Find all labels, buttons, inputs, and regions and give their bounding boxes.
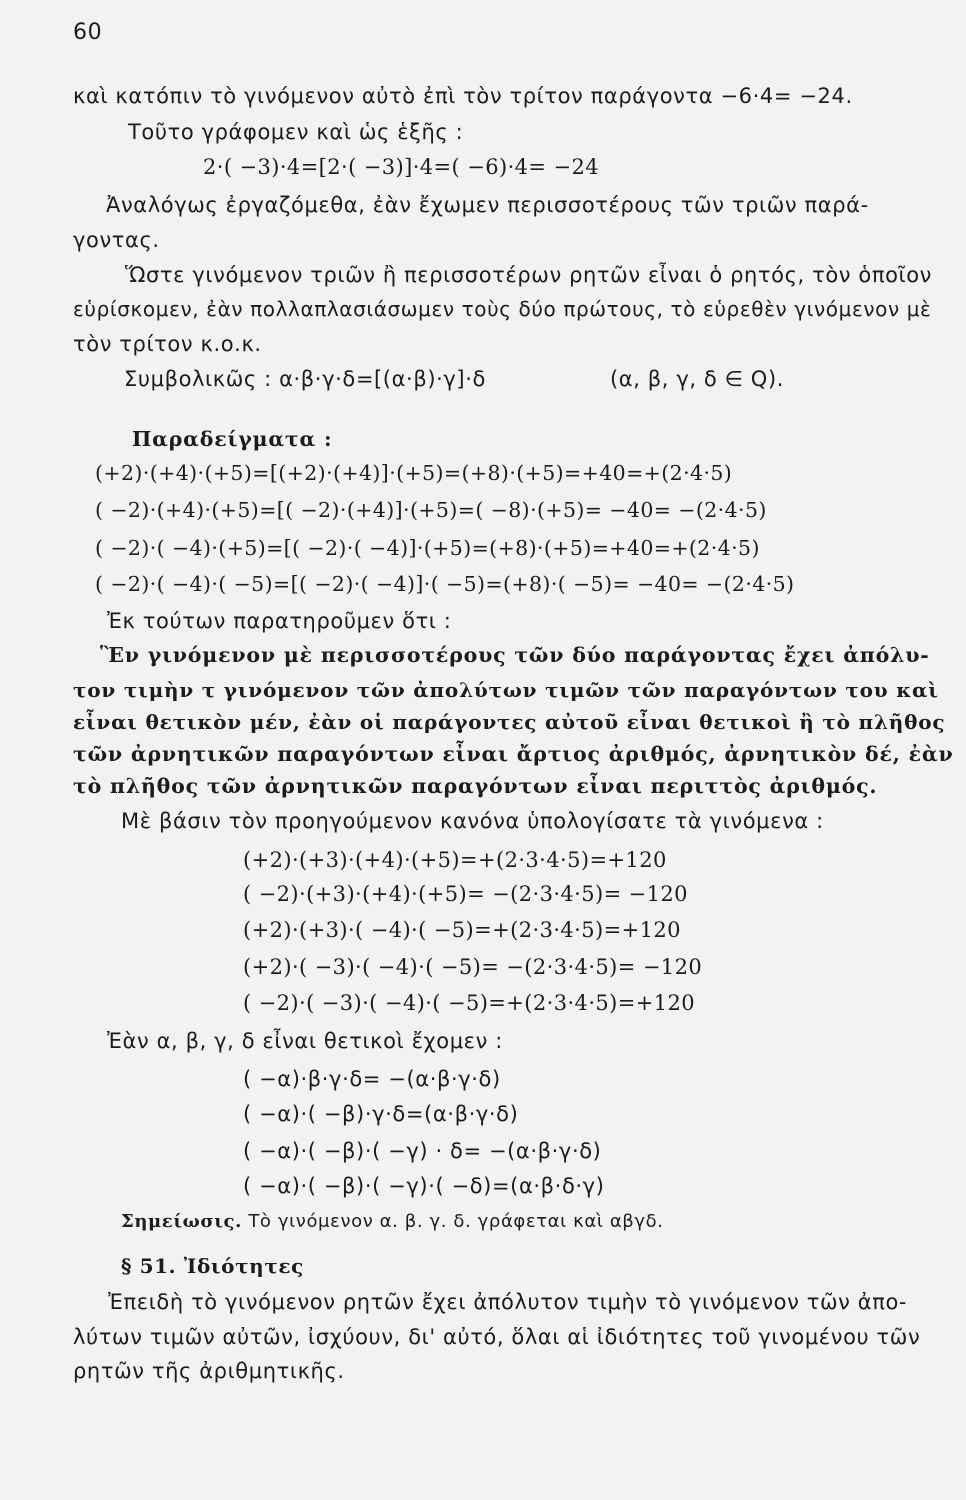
text-line: Τοῦτο γράφομεν καὶ ὡς ἑξῆς : — [128, 120, 464, 144]
note-label: Σημείωσις. — [121, 1211, 242, 1232]
page-number: 60 — [73, 20, 103, 45]
example-line: ( −2)·(+4)·(+5)=[( −2)·(+4)]·(+5)=( −8)·(+5)= −40= −(2·4·5) — [95, 498, 767, 522]
text-line: Ἀναλόγως ἐργαζόμεθα, ἐὰν ἔχωμεν περισσοτέρους τῶν τριῶν παρά- — [106, 193, 869, 217]
note — [121, 1207, 664, 1237]
section-title: Ἰδιότητες — [176, 1254, 304, 1278]
text-line: λύτων τιμῶν αὐτῶν, ἰσχύουν, δι' αὐτό, ὅλαι αἱ ἰδιότητες τοῦ γινομένου τῶν — [73, 1325, 921, 1349]
computed-product: ( −2)·(+3)·(+4)·(+5)= −(2·3·4·5)= −120 — [243, 882, 688, 906]
rule-line: τῶν ἀρνητικῶν παραγόντων εἶναι ἄρτιος ἀριθμός, ἀρνητικὸν δέ, ἐὰν — [73, 742, 954, 766]
computed-product: (+2)·( −3)·( −4)·( −5)= −(2·3·4·5)= −120 — [243, 955, 703, 979]
text-line: Ἐὰν α, β, γ, δ εἶναι θετικοὶ ἔχομεν : — [107, 1029, 503, 1053]
symbolic-formula: Συμβολικῶς : α·β·γ·δ=[(α·β)·γ]·δ — [124, 367, 486, 391]
text-line: τὸν τρίτον κ.ο.κ. — [73, 332, 262, 356]
example-line: (+2)·(+4)·(+5)=[(+2)·(+4)]·(+5)=(+8)·(+5)=+40=+(2·4·5) — [95, 461, 733, 485]
formula-domain: (α, β, γ, δ ∈ Q). — [610, 367, 785, 391]
text-line: γοντας. — [73, 228, 160, 252]
rule-line: τον τιμὴν τ γινόμενον τῶν ἀπολύτων τιμῶν τῶν παραγόντων του καὶ — [73, 678, 939, 702]
sign-rule: ( −α)·( −β)·( −γ)·( −δ)=(α·β·δ·γ) — [243, 1174, 605, 1198]
rule-line: Ἓν γινόμενον μὲ περισσοτέρους τῶν δύο παράγοντας ἔχει ἀπόλυ- — [100, 643, 930, 667]
sign-rule: ( −α)·( −β)·γ·δ=(α·β·γ·δ) — [243, 1102, 519, 1126]
section-heading — [121, 1251, 304, 1281]
section-number: § 51. — [121, 1254, 177, 1278]
text-line: Ἐκ τούτων παρατηροῦμεν ὅτι : — [107, 609, 452, 633]
text-line: ρητῶν τῆς ἀριθμητικῆς. — [73, 1359, 345, 1383]
text-line: εὑρίσκομεν, ἐὰν πολλαπλασιάσωμεν τοὺς δύο πρώτους, τὸ εὑρεθὲν γινόμενον μὲ — [73, 297, 932, 321]
computed-product: ( −2)·( −3)·( −4)·( −5)=+(2·3·4·5)=+120 — [243, 991, 696, 1015]
example-line: ( −2)·( −4)·(+5)=[( −2)·( −4)]·(+5)=(+8)·(+5)=+40=+(2·4·5) — [95, 536, 760, 560]
sign-rule: ( −α)·β·γ·δ= −(α·β·γ·δ) — [243, 1067, 501, 1091]
equation: 2·( −3)·4=[2·( −3)]·4=( −6)·4= −24 — [203, 155, 599, 179]
sign-rule: ( −α)·( −β)·( −γ) · δ= −(α·β·γ·δ) — [243, 1139, 602, 1163]
text-line: καὶ κατόπιν τὸ γινόμενον αὐτὸ ἐπὶ τὸν τρίτον παράγοντα −6·4= −24. — [73, 84, 853, 108]
rule-line: τὸ πλῆθος τῶν ἀρνητικῶν παραγόντων εἶναι περιττὸς ἀριθμός. — [73, 774, 878, 798]
text-line: Μὲ βάσιν τὸν προηγούμενον κανόνα ὑπολογίσατε τὰ γινόμενα : — [121, 809, 824, 833]
rule-line: εἶναι θετικὸν μέν, ἐὰν οἱ παράγοντες αὐτοῦ εἶναι θετικοὶ ἢ τὸ πλῆθος — [73, 710, 946, 734]
computed-product: (+2)·(+3)·( −4)·( −5)=+(2·3·4·5)=+120 — [243, 918, 681, 942]
example-line: ( −2)·( −4)·( −5)=[( −2)·( −4)]·( −5)=(+8)·( −5)= −40= −(2·4·5) — [95, 572, 795, 596]
computed-product: (+2)·(+3)·(+4)·(+5)=+(2·3·4·5)=+120 — [243, 848, 667, 872]
examples-heading: Παραδείγματα : — [132, 427, 333, 451]
note-text: Τὸ γινόμενον α. β. γ. δ. γράφεται καὶ αβγδ. — [242, 1211, 664, 1232]
text-line: Ἐπειδὴ τὸ γινόμενον ρητῶν ἔχει ἀπόλυτον τιμὴν τὸ γινόμενον τῶν ἀπο- — [108, 1290, 908, 1314]
text-line: Ὥστε γινόμενον τριῶν ἢ περισσοτέρων ρητῶν εἶναι ὁ ρητός, τὸν ὁποῖον — [125, 263, 933, 287]
